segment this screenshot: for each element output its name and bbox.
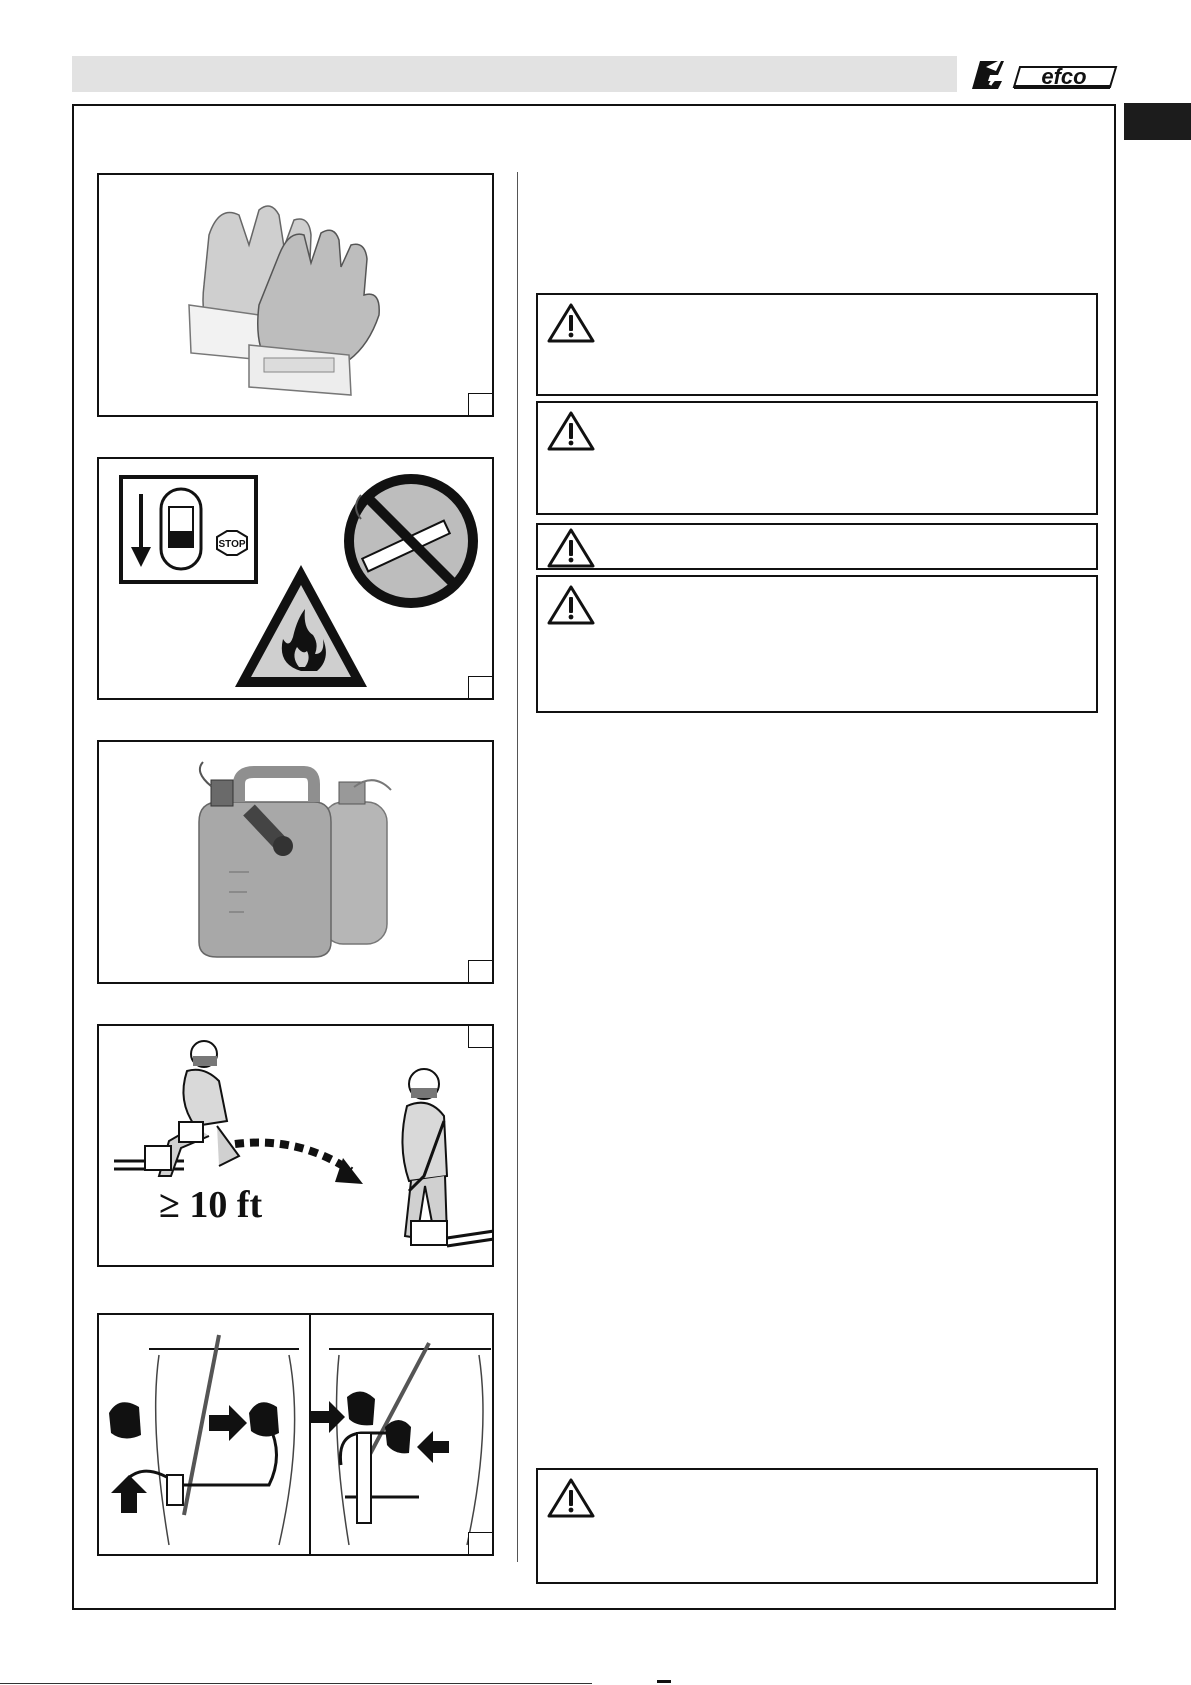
figure-number-box xyxy=(468,676,492,698)
figure-number-box xyxy=(468,1532,492,1554)
column-divider xyxy=(517,172,518,1562)
header-bar xyxy=(72,56,957,92)
footer-mark xyxy=(657,1680,671,1683)
stop-label: STOP xyxy=(218,539,246,550)
move-away-to-start xyxy=(99,1026,494,1267)
warning-triangle-icon xyxy=(546,584,596,626)
warning-box xyxy=(536,401,1098,515)
warning-box xyxy=(536,523,1098,570)
dual-fuel-can-illustration xyxy=(99,742,494,984)
engine-stop-no-smoking-flammable xyxy=(99,459,494,700)
warning-box xyxy=(536,575,1098,713)
warning-triangle-icon xyxy=(546,1477,596,1519)
figure-handle-grip xyxy=(97,1313,494,1556)
figure-gloves xyxy=(97,173,494,417)
warning-triangle-icon xyxy=(546,302,596,344)
efco-logo xyxy=(968,55,1118,95)
figure-fuel-safety xyxy=(97,457,494,700)
footer-line xyxy=(0,1683,592,1684)
warning-box xyxy=(536,1468,1098,1584)
figure-number-box xyxy=(468,1026,492,1048)
two-hand-grip-illustration xyxy=(99,1315,494,1556)
warning-triangle-icon xyxy=(546,527,596,569)
figure-number-box xyxy=(468,393,492,415)
warning-box xyxy=(536,293,1098,396)
warning-triangle-icon xyxy=(546,410,596,452)
distance-label: ≥ 10 ft xyxy=(159,1184,263,1226)
brand-text: efco xyxy=(1041,64,1087,89)
language-tab xyxy=(1124,103,1191,140)
figure-fuel-can xyxy=(97,740,494,984)
figure-refuel-distance xyxy=(97,1024,494,1267)
gloves-illustration xyxy=(99,175,494,417)
figure-number-box xyxy=(468,960,492,982)
